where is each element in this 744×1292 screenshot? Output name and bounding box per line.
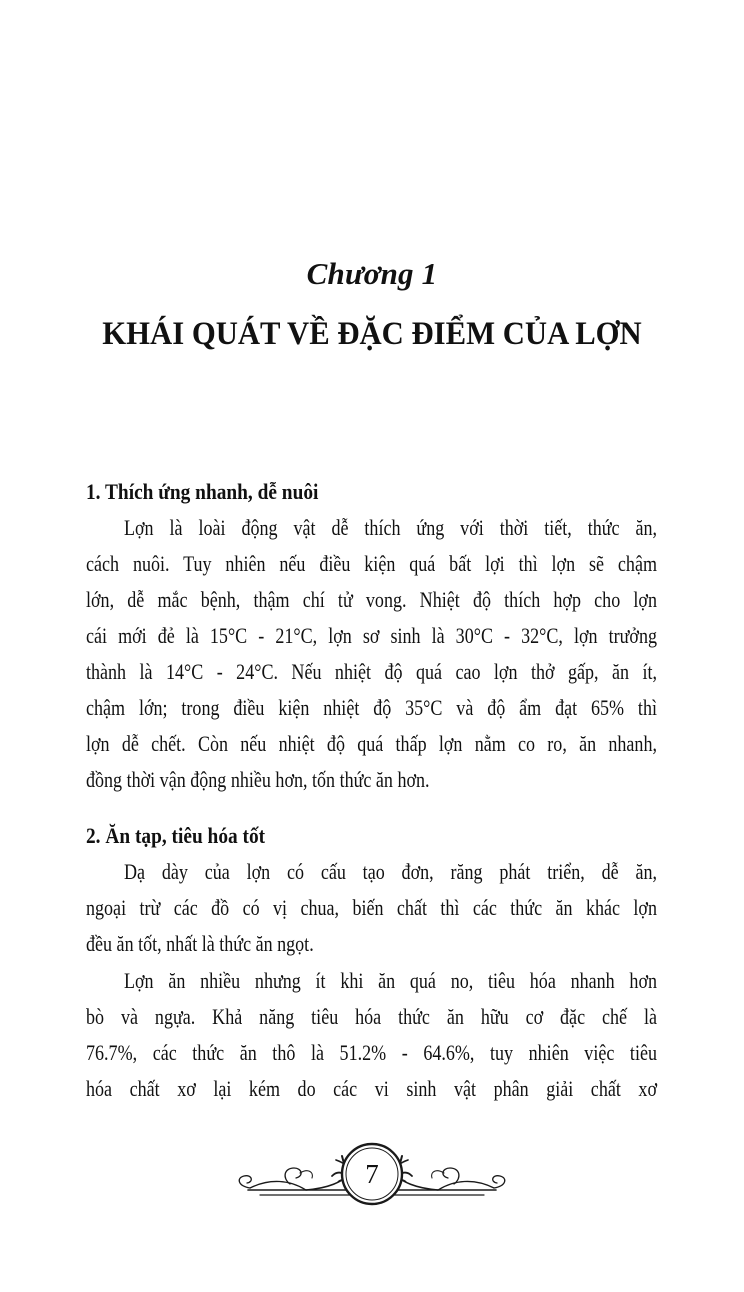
- text-line: bò và ngựa. Khả năng tiêu hóa thức ăn hữu cơ đặc chế là: [86, 1004, 657, 1029]
- chapter-title-text: KHÁI QUÁT VỀ ĐẶC ĐIỂM CỦA LỢN: [102, 316, 642, 352]
- paragraph: [86, 510, 657, 798]
- section-heading: 2. Ăn tạp, tiêu hóa tốt: [86, 823, 266, 848]
- text-line: Lợn là loài động vật dễ thích ứng với thời tiết, thức ăn,: [124, 515, 657, 540]
- text-line: hóa chất xơ lại kém do các vi sinh vật phân giải chất xơ: [86, 1076, 657, 1101]
- text-line: đồng thời vận động nhiều hơn, tốn thức ăn hơn.: [86, 767, 430, 792]
- text-line: đều ăn tốt, nhất là thức ăn ngọt.: [86, 931, 314, 956]
- paragraph: [86, 854, 657, 962]
- chapter-label: Chương 1: [306, 256, 438, 291]
- chapter-title: [0, 312, 744, 356]
- text-line: thành là 14°C - 24°C. Nếu nhiệt độ quá cao lợn thở gấp, ăn ít,: [86, 659, 657, 684]
- paragraph: [86, 963, 657, 1107]
- text-line: Dạ dày của lợn có cấu tạo đơn, răng phát triển, dễ ăn,: [124, 859, 657, 884]
- section-2: [86, 818, 657, 1107]
- text-line: lợn dễ chết. Còn nếu nhiệt độ quá thấp lợn nằm co ro, ăn nhanh,: [86, 731, 657, 756]
- text-line: Lợn ăn nhiều nhưng ít khi ăn quá no, tiêu hóa nhanh hơn: [124, 968, 657, 993]
- text-line: cái mới đẻ là 15°C - 21°C, lợn sơ sinh là 30°C - 32°C, lợn trưởng: [86, 623, 657, 648]
- page-number: 7: [365, 1159, 379, 1189]
- text-line: lớn, dễ mắc bệnh, thậm chí tử vong. Nhiệt độ thích hợp cho lợn: [86, 587, 657, 612]
- section-heading: 1. Thích ứng nhanh, dễ nuôi: [86, 479, 319, 504]
- text-line: chậm lớn; trong điều kiện nhiệt độ 35°C và độ ẩm đạt 65% thì: [86, 695, 657, 720]
- section-1: [86, 474, 657, 798]
- text-line: cách nuôi. Tuy nhiên nếu điều kiện quá bất lợi thì lợn sẽ chậm: [86, 551, 657, 576]
- text-line: 76.7%, các thức ăn thô là 51.2% - 64.6%, tuy nhiên việc tiêu: [86, 1040, 657, 1065]
- text-line: ngoại trừ các đồ có vị chua, biến chất thì các thức ăn khác lợn: [86, 895, 657, 920]
